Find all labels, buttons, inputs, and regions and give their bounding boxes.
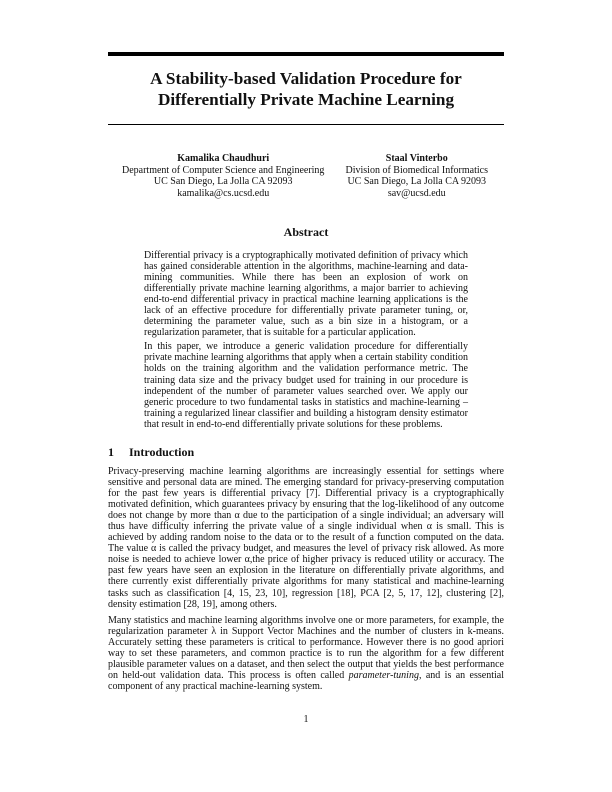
author-name: Staal Vinterbo (385, 153, 448, 164)
section-heading (108, 445, 504, 460)
author-email: kamalika@cs.ucsd.edu (177, 187, 270, 199)
body-paragraph (108, 615, 504, 692)
body-text: Many statistics and machine learning algorithms involve one or more parameters, for example, the regularization parameter λ in Support Vector Machines and the number of clusters in k-means. Accurately setting these parameters is critical to performance. However there is no good apriori way to set these parameters, and common practice is to run the algorithm for a few different plausible parameter values on a dataset, and then select the output that yields the best performance on held-out validation data. This process is often called (108, 614, 504, 681)
section-title: Introduction (129, 445, 195, 459)
author-address: UC San Diego, La Jolla CA 92093 (153, 176, 293, 188)
author-1 (122, 153, 324, 199)
paper-title (108, 68, 504, 110)
emphasized-term: parameter-tuning (348, 669, 419, 681)
author-name: Kamalika Chaudhuri (177, 153, 270, 164)
title-top-rule (108, 52, 504, 56)
body-paragraph: Privacy-preserving machine learning algorithms are increasingly essential for settings where sensitive and personal data are mined. The emerging standard for privacy-preserving computation for the past few years is differential privacy [7]. Differential privacy is a cryptographically motivated definition, which guarantees privacy by ensuring that the log-likelihood of any outcome does not change by more than α due to the participation of a single individual; an adversary will thus have difficulty inferring the private value of a single individual when α is small. This is achieved by adding random noise to the data or to the result of a function computed on the data. The value α is called the privacy budget, and measures the level of privacy risk allowed. As more noise is needed to achieve lower α,the price of higher privacy is reduced utility or accuracy. The past few years have seen an explosion in the literature on differentially private algorithms, and there currently exist differentially private algorithms for many statistical and machine-learning tasks such as classification [4, 15, 23, 10], regression [18], PCA [2, 5, 17, 12], clustering [2], density estimation [28, 19], among others. (108, 466, 504, 610)
author-block (108, 153, 504, 199)
section-number: 1 (108, 445, 114, 459)
title-line-2: Differentially Private Machine Learning (157, 90, 455, 109)
author-2 (346, 153, 488, 199)
abstract-paragraph: Differential privacy is a cryptographically motivated definition of privacy which has gained considerable attention in the algorithms, machine-learning and data-mining communities. While there has been an explosion of work on differentially private machine learning algorithms, a major barrier to achieving end-to-end differential privacy in practical machine learning applications is the lack of an effective procedure for differentially private parameter tuning, or, determining the parameter value, such as a bin size in a histogram, or a regularization parameter, that is suitable for a particular application. (144, 250, 468, 339)
author-affiliation: Department of Computer Science and Engineering (122, 164, 325, 176)
title-bottom-rule (108, 124, 504, 125)
abstract-body (144, 250, 468, 433)
author-address: UC San Diego, La Jolla CA 92093 (347, 176, 487, 188)
abstract-heading: Abstract (283, 225, 329, 239)
abstract-paragraph: In this paper, we introduce a generic validation procedure for differentially private machine learning algorithms that apply when a certain stability condition holds on the training algorithm and the validation performance metric. The training data size and the privacy budget used for training in our procedure is independent of the number of parameter values searched over. We apply our generic procedure to two fundamental tasks in statistics and machine-learning – training a regularized linear classifier and building a histogram density estimator that result in end-to-end differentially private solutions for these problems. (144, 341, 468, 430)
author-affiliation: Division of Biomedical Informatics (345, 164, 488, 176)
section-body (108, 466, 504, 697)
author-email: sav@ucsd.edu (387, 187, 446, 199)
title-line-1: A Stability-based Validation Procedure for (150, 69, 462, 88)
page-number: 1 (303, 714, 309, 725)
body-text: , and is an essential component of any practical machine-learning system. (108, 669, 504, 692)
